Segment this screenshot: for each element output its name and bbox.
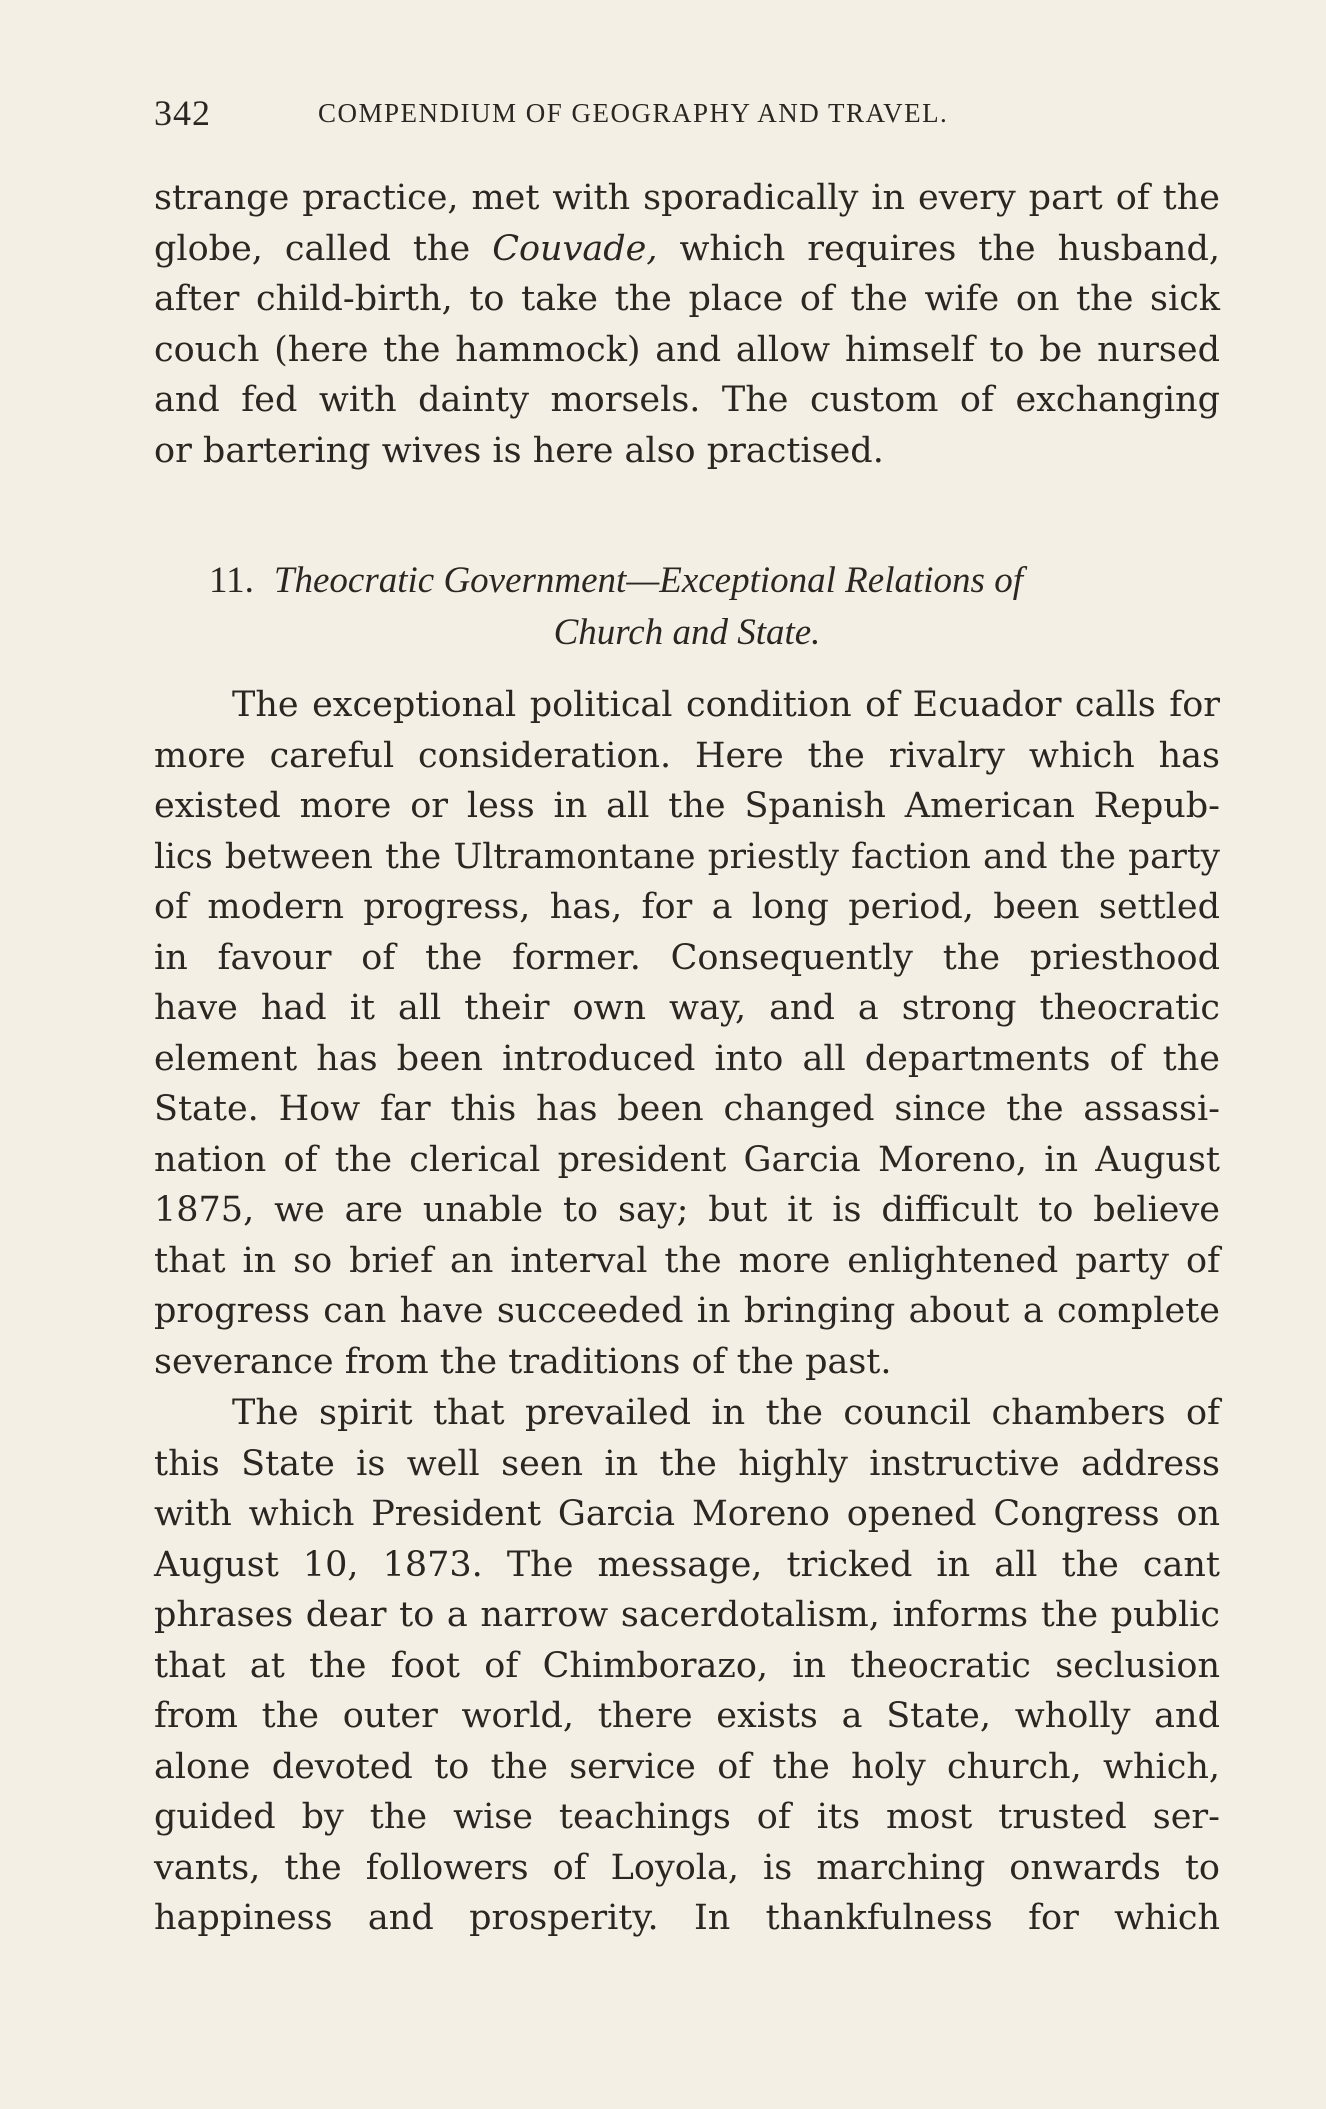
text-line: happiness and prosperity. In thankfulness for which — [154, 1898, 1220, 1938]
section-heading — [154, 555, 1220, 659]
italic-term-couvade: Couvade, — [492, 228, 658, 269]
text-line: alone devoted to the service of the holy church, which, — [154, 1746, 1220, 1787]
text-line: in favour of the former. Consequently the priesthood — [154, 937, 1220, 978]
paragraph-couvade — [154, 173, 1220, 476]
text-fragment: globe, called the — [154, 228, 471, 269]
text-line: progress can have succeeded in bringing about a complete — [154, 1291, 1220, 1331]
text-line: or bartering wives is here also practised. — [154, 430, 884, 471]
running-title: COMPENDIUM OF GEOGRAPHY AND TRAVEL. — [318, 98, 949, 128]
text-line: from the outer world, there exists a State, wholly and — [154, 1696, 1220, 1736]
text-line: that in so brief an interval the more enlightened party of — [154, 1240, 1220, 1281]
text-line: this State is well seen in the highly instructive address — [154, 1443, 1220, 1484]
text-line: vants, the followers of Loyola, is marching onwards to — [154, 1847, 1220, 1888]
text-line: and fed with dainty morsels. The custom of exchanging — [154, 380, 1220, 420]
text-line: of modern progress, has, for a long period, been settled — [154, 887, 1220, 927]
text-line: after child-birth, to take the place of the wife on the sick — [154, 279, 1220, 319]
text-line: element has been introduced into all departments of the — [154, 1038, 1220, 1079]
text-line: nation of the clerical president Garcia Moreno, in August — [154, 1139, 1220, 1180]
text-line: strange practice, met with sporadically in every part of the — [154, 178, 1220, 218]
text-line: August 10, 1873. The message, tricked in all the cant — [154, 1544, 1220, 1585]
text-line: couch (here the hammock) and allow himself to be nursed — [154, 329, 1220, 370]
section-title-part-2: Church and State. — [553, 612, 821, 653]
text-line: lics between the Ultramontane priestly faction and the party — [154, 836, 1220, 877]
text-line: with which President Garcia Moreno opened Congress on — [154, 1494, 1220, 1534]
text-fragment: which requires the husband, — [679, 228, 1220, 269]
text-line: guided by the wise teachings of its most trusted ser- — [154, 1797, 1220, 1837]
section-number: 11. — [209, 560, 254, 601]
text-line — [154, 224, 1220, 275]
text-line: more careful consideration. Here the rivalry which has — [154, 735, 1220, 776]
page-number: 342 — [154, 93, 211, 133]
page-header — [154, 92, 1220, 138]
text-line: 1875, we are unable to say; but it is difficult to believe — [154, 1190, 1220, 1230]
paragraph-council-spirit — [154, 1388, 1220, 1944]
section-title-part-1: Theocratic Government—Exceptional Relations of — [273, 560, 1023, 601]
paragraph-political-condition — [154, 680, 1220, 1387]
text-line: existed more or less in all the Spanish American Repub- — [154, 786, 1220, 826]
text-line: The exceptional political condition of Ecuador calls for — [232, 685, 1220, 725]
text-line: State. How far this has been changed since the assassi- — [154, 1089, 1220, 1129]
text-line: have had it all their own way, and a strong theocratic — [154, 988, 1220, 1028]
text-line: The spirit that prevailed in the council chambers of — [232, 1393, 1220, 1433]
heading-line-1 — [154, 555, 1220, 607]
text-line: severance from the traditions of the past. — [154, 1341, 892, 1382]
text-line: phrases dear to a narrow sacerdotalism, informs the public — [154, 1595, 1220, 1635]
text-line: that at the foot of Chimborazo, in theocratic seclusion — [154, 1645, 1220, 1686]
